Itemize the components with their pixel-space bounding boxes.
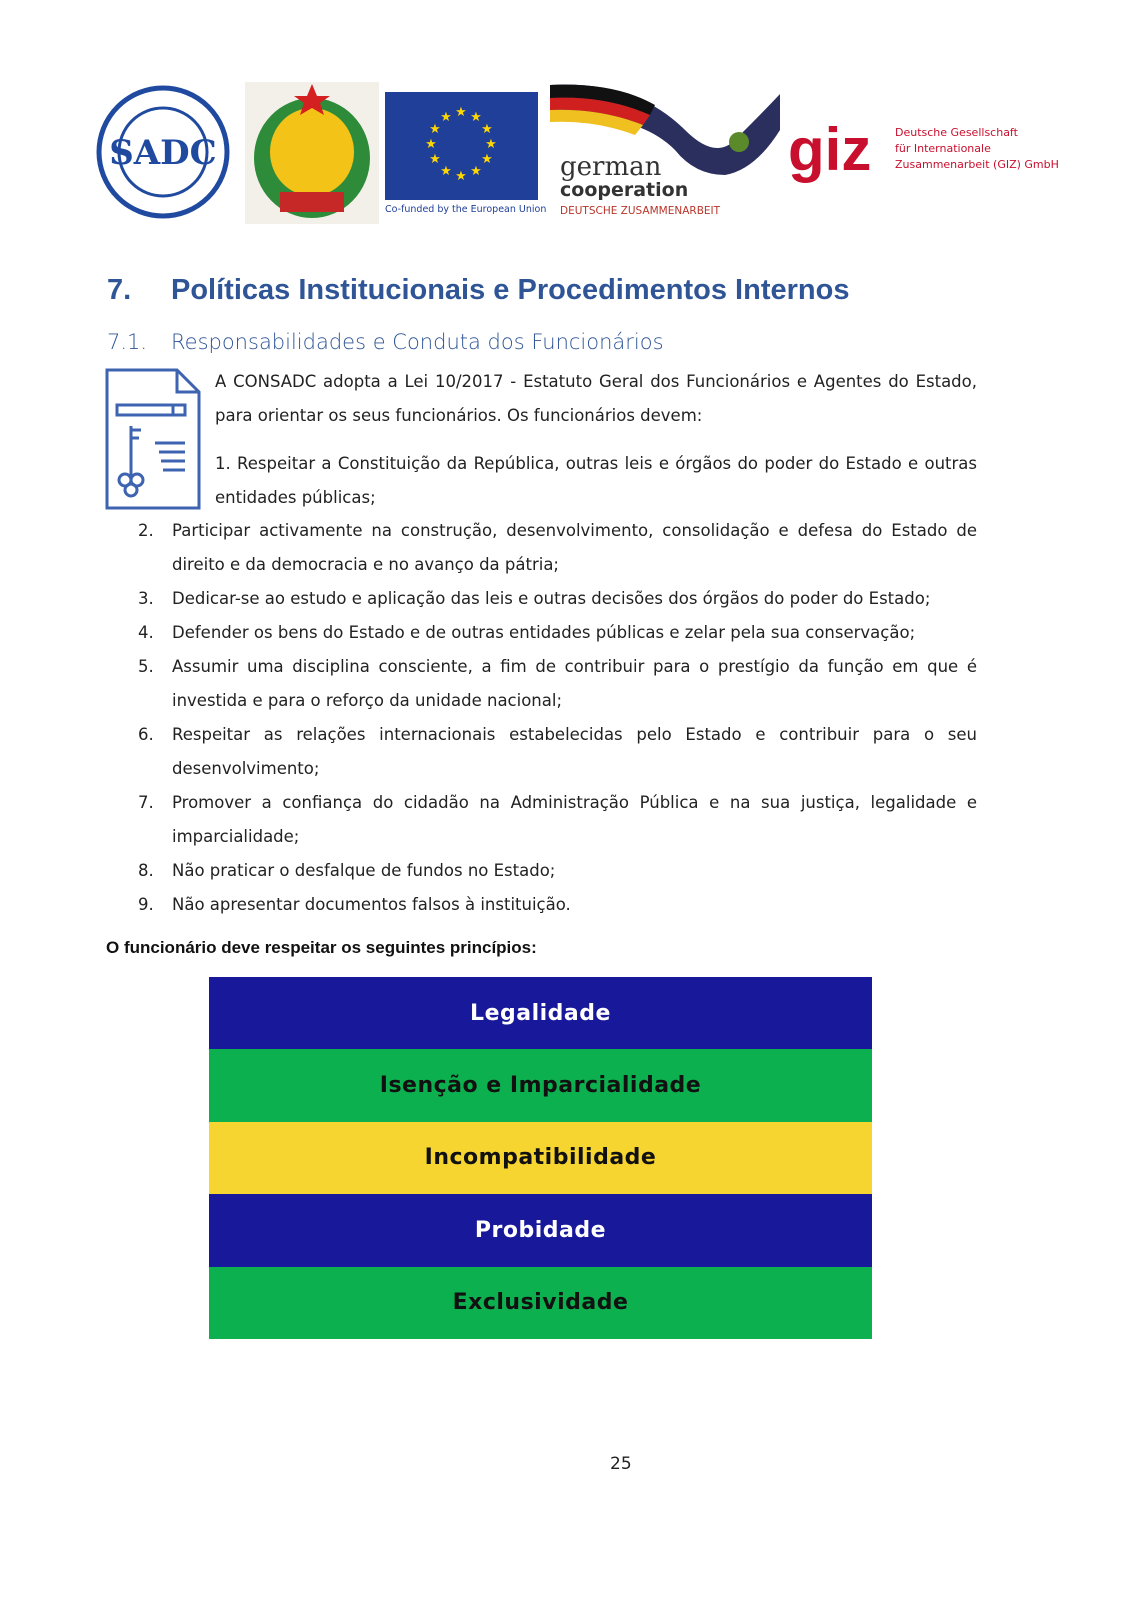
intro-paragraph: A CONSADC adopta a Lei 10/2017 - Estatuto Geral dos Funcionários e Agentes do Estado, para orientar os seus funcionários. Os funcionários devem: xyxy=(215,372,977,425)
principle-label: Incompatibilidade xyxy=(424,1145,657,1171)
german-cooperation-logo xyxy=(550,85,780,217)
svg-text:★: ★ xyxy=(455,169,467,184)
svg-text:★: ★ xyxy=(425,137,437,152)
item-text: Dedicar-se ao estudo e aplicação das leis e outras decisões dos órgãos do poder do Estado; xyxy=(172,589,931,608)
list-item xyxy=(138,888,977,922)
principle-row xyxy=(209,977,872,1049)
item-number: 3. xyxy=(138,589,154,608)
svg-text:german: german xyxy=(560,152,662,182)
item-number: 7. xyxy=(138,793,154,812)
svg-text:SADC: SADC xyxy=(109,133,217,173)
svg-text:★: ★ xyxy=(429,122,441,137)
document-key-icon xyxy=(105,368,201,514)
principle-row xyxy=(209,1122,872,1194)
svg-text:★: ★ xyxy=(455,105,467,120)
list-item xyxy=(138,582,977,616)
svg-text:für Internationale: für Internationale xyxy=(895,142,991,155)
svg-text:★: ★ xyxy=(481,152,493,167)
principle-label: Exclusividade xyxy=(452,1290,629,1316)
list-item xyxy=(138,718,977,786)
list-item xyxy=(138,786,977,854)
svg-text:★: ★ xyxy=(485,137,497,152)
item-number: 9. xyxy=(138,895,154,914)
item-number: 6. xyxy=(138,725,154,744)
svg-text:★: ★ xyxy=(440,164,452,179)
item-text: Promover a confiança do cidadão na Administração Pública e na sua justiça, legalidade e imparcialidade; xyxy=(172,793,977,846)
giz-logo xyxy=(788,116,1059,183)
sadc-logo xyxy=(99,88,227,216)
svg-text:★: ★ xyxy=(470,110,482,125)
partner-logos xyxy=(95,80,1085,230)
item-number: 8. xyxy=(138,861,154,880)
item-number: 5. xyxy=(138,657,154,676)
section-title: Políticas Institucionais e Procedimentos Internos xyxy=(171,274,850,306)
principle-label: Isenção e Imparcialidade xyxy=(379,1073,702,1099)
page-number: 25 xyxy=(610,1454,632,1474)
svg-text:★: ★ xyxy=(470,164,482,179)
principle-row xyxy=(209,1194,872,1266)
item-text: Participar activamente na construção, desenvolvimento, consolidação e defesa do Estado de direito e da democracia e no avanço da pátria; xyxy=(172,521,977,574)
principles-lead: O funcionário deve respeitar os seguintes princípios: xyxy=(106,938,537,957)
item-text: Defender os bens do Estado e de outras entidades públicas e zelar pela sua conservação; xyxy=(172,623,916,642)
section-heading xyxy=(107,274,849,307)
subsection-heading xyxy=(107,330,664,354)
svg-text:★: ★ xyxy=(481,122,493,137)
svg-text:Co-funded by the European Unio: Co-funded by the European Union xyxy=(385,204,547,215)
item-text: Não praticar o desfalque de fundos no Estado; xyxy=(172,861,556,880)
list-item xyxy=(138,616,977,650)
svg-text:Zusammenarbeit (GIZ) GmbH: Zusammenarbeit (GIZ) GmbH xyxy=(895,158,1059,171)
subsection-title: Responsabilidades e Conduta dos Funcionários xyxy=(171,330,664,354)
item-text: Não apresentar documentos falsos à instituição. xyxy=(172,895,571,914)
mozambique-emblem xyxy=(245,82,379,224)
item-number: 4. xyxy=(138,623,154,642)
svg-text:★: ★ xyxy=(440,110,452,125)
list-item: 1. Respeitar a Constituição da República, outras leis e órgãos do poder do Estado e outras entidades públicas; xyxy=(215,454,977,507)
section-number: 7. xyxy=(107,274,132,306)
svg-text:DEUTSCHE ZUSAMMENARBEIT: DEUTSCHE ZUSAMMENARBEIT xyxy=(560,205,721,217)
principle-row xyxy=(209,1049,872,1121)
principles-table xyxy=(209,977,872,1339)
list-item xyxy=(138,650,977,718)
principle-row xyxy=(209,1267,872,1339)
eu-flag-logo xyxy=(385,92,546,215)
principle-label: Legalidade xyxy=(470,1000,611,1026)
svg-text:★: ★ xyxy=(429,152,441,167)
subsection-number: 7.1. xyxy=(107,330,148,354)
duties-list xyxy=(138,514,977,922)
svg-text:Deutsche Gesellschaft: Deutsche Gesellschaft xyxy=(895,126,1018,139)
principle-label: Probidade xyxy=(474,1217,607,1243)
item-text: Assumir uma disciplina consciente, a fim de contribuir para o prestígio da função em que é investida e para o reforço da unidade nacional; xyxy=(172,657,977,710)
item-text: Respeitar as relações internacionais estabelecidas pelo Estado e contribuir para o seu desenvolvimento; xyxy=(172,725,977,778)
svg-text:cooperation: cooperation xyxy=(560,179,689,201)
item-number: 2. xyxy=(138,521,154,540)
svg-text:giz: giz xyxy=(788,116,872,183)
list-item xyxy=(138,854,977,888)
list-item xyxy=(138,514,977,582)
